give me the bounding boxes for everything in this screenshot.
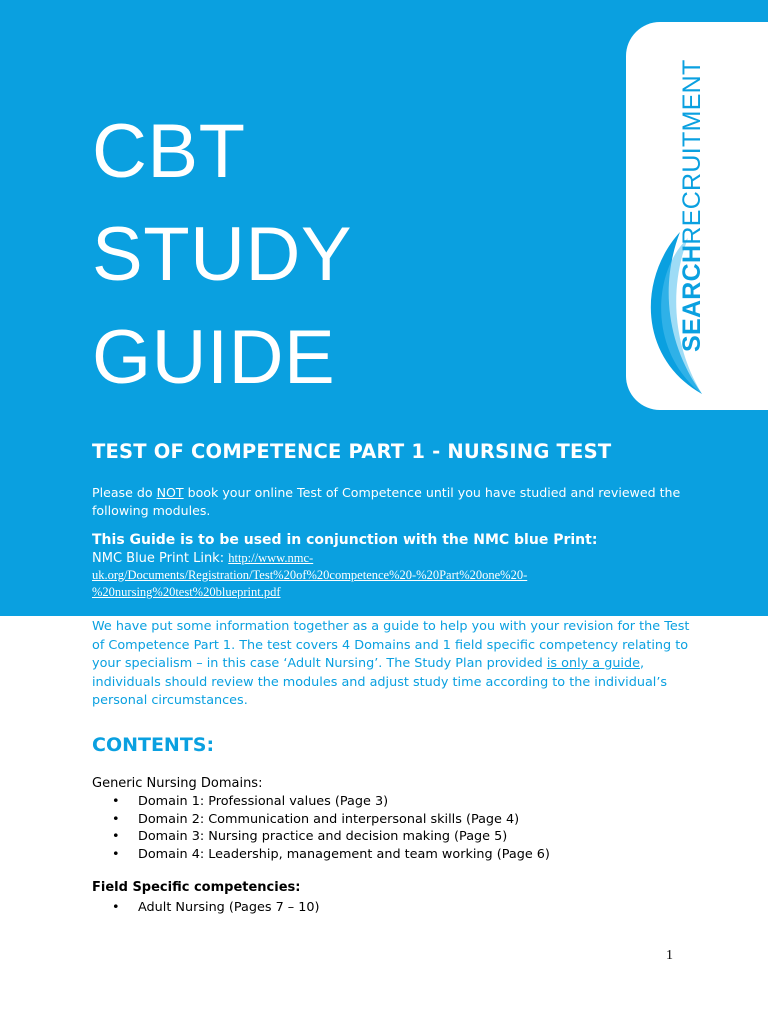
nmc-link-block <box>92 550 612 601</box>
generic-domains-label: Generic Nursing Domains: <box>92 776 263 791</box>
list-item <box>112 846 550 864</box>
logo-swoosh-icon <box>626 22 768 410</box>
logo-text-light: RECRUITMENT <box>678 59 706 245</box>
bullet-icon: • <box>112 846 120 862</box>
intro-text-2: , individuals should review the modules and adjust study time according to the individual’s personal circumstances. <box>92 656 668 708</box>
title-line-2: STUDY <box>92 212 353 297</box>
subtitle: TEST OF COMPETENCE PART 1 - NURSING TEST <box>92 440 612 463</box>
list-item <box>112 793 550 811</box>
title-line-1: CBT <box>92 109 246 194</box>
list-item-label: Domain 1: Professional values (Page 3) <box>138 794 389 809</box>
field-competencies-label: Field Specific competencies: <box>92 880 301 895</box>
list-item-label: Domain 2: Communication and interpersonal skills (Page 4) <box>138 811 520 827</box>
contents-heading: CONTENTS: <box>92 734 215 756</box>
title-line-3: GUIDE <box>92 315 336 400</box>
page-number: 1 <box>666 948 673 963</box>
intro-emphasis: is only a guide <box>546 656 640 671</box>
search-recruitment-logo <box>626 22 768 410</box>
list-item-label: Domain 3: Nursing practice and decision making (Page 5) <box>138 829 508 845</box>
nmc-blueprint-link[interactable]: http://www.nmc-uk.org/Documents/Registration/Test%20of%20competence%20-%20Part%20one%20-%20nursing%20test%20blueprint.pdf <box>92 551 528 599</box>
notice-text-2: book your online Test of Competence until you have studied and reviewed the following modules. <box>92 485 681 518</box>
list-item <box>112 899 320 917</box>
notice-emphasis: NOT <box>156 485 184 500</box>
notice-text-1: Please do <box>92 485 157 500</box>
bullet-icon: • <box>112 829 120 845</box>
bullet-icon: • <box>112 900 120 915</box>
guide-usage-heading: This Guide is to be used in conjunction with the NMC blue Print: <box>92 532 598 548</box>
list-item-label: Domain 4: Leadership, management and team working (Page 6) <box>138 846 550 862</box>
intro-text-1: We have put some information together as a guide to help you with your revision for the Test of Competence Part 1. The test covers 4 Domains and 1 field specific competency relating to your specialism – in this case ‘Adult Nursing’. The Study Plan provided <box>92 619 690 671</box>
list-item <box>112 828 550 846</box>
logo-text-bold: SEARCH <box>678 244 706 352</box>
list-item-label: Adult Nursing (Pages 7 – 10) <box>138 900 320 915</box>
nmc-link-label: NMC Blue Print Link: <box>92 551 229 566</box>
bullet-icon: • <box>112 794 120 809</box>
list-item <box>112 811 550 829</box>
generic-domains-list <box>112 793 550 863</box>
page-title <box>92 100 352 409</box>
intro-paragraph <box>92 618 692 711</box>
bullet-icon: • <box>112 811 120 827</box>
svg-text:SEARCHRECRUITMENT <box>678 59 706 352</box>
field-competencies-list <box>112 899 320 917</box>
booking-notice <box>92 484 692 520</box>
